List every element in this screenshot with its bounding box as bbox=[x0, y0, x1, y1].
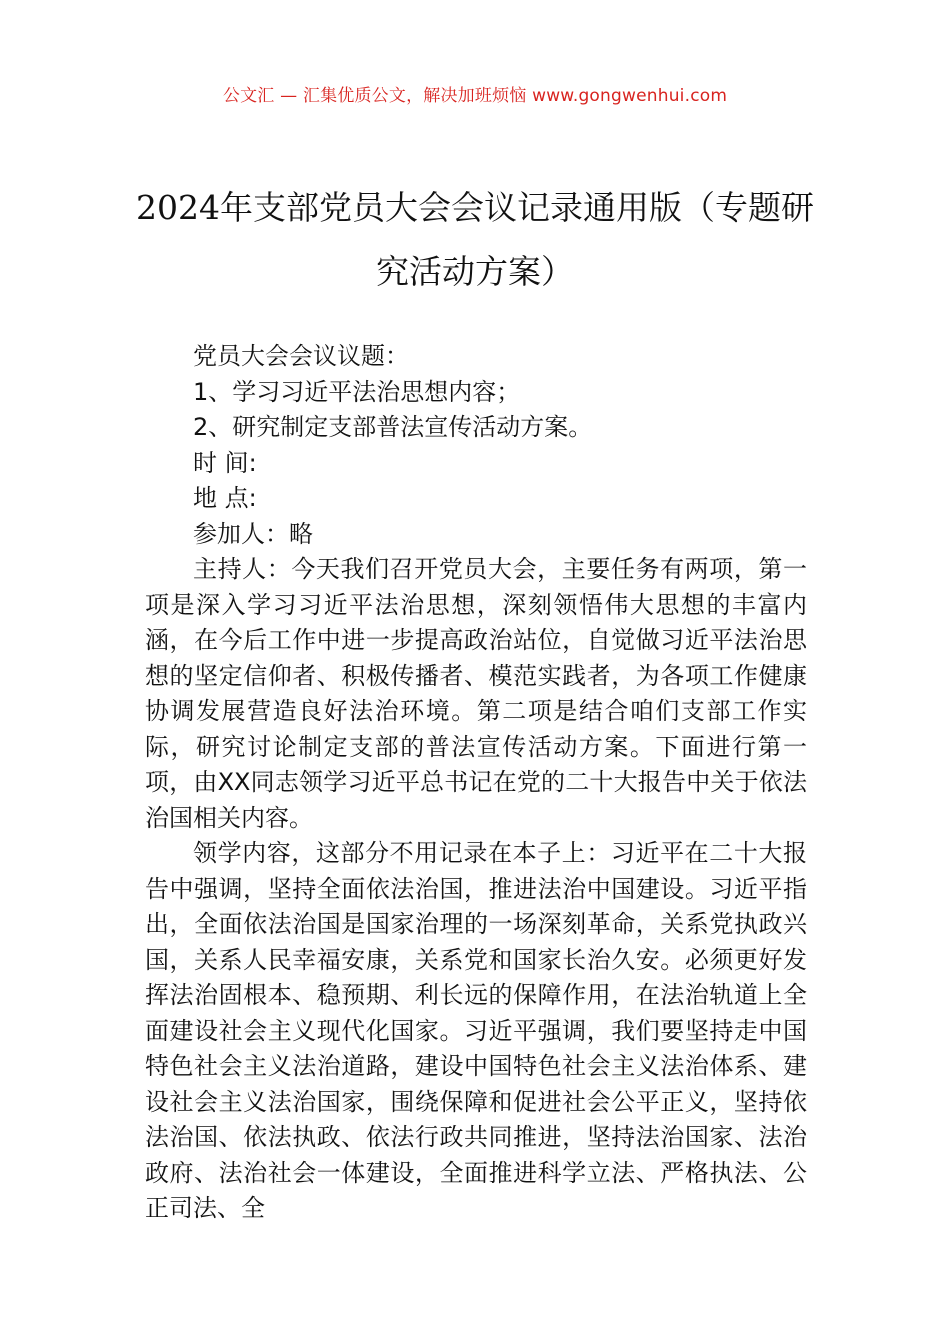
paragraph-attendees: 参加人：略 bbox=[193, 519, 313, 548]
paragraph-agenda-item-1: 1、学习习近平法治思想内容； bbox=[193, 377, 521, 406]
site-banner: 公文汇 — 汇集优质公文，解决加班烦恼 www.gongwenhui.com bbox=[222, 86, 728, 106]
paragraph-host-remarks: 主持人：今天我们召开党员大会，主要任务有两项，第一项是深入学习习近平法治思想，深刻领悟伟大思想的丰富内涵，在今后工作中进一步提高政治站位，自觉做习近平法治思想的坚定信仰者、积极传播者、模范实践者，为各项工作健康协调发展营造良好法治环境。第二项是结合咱们支部工作实际，研究讨论制定支部的普法宣传活动方案。下面进行第一项，由XX同志领学习近平总书记在党的二十大报告中关于依法治国相关内容。 bbox=[145, 555, 807, 832]
paragraph-study-content: 领学内容，这部分不用记录在本子上：习近平在二十大报告中强调，坚持全面依法治国，推进法治中国建设。习近平指出，全面依法治国是国家治理的一场深刻革命，关系党执政兴国，关系人民幸福安康，关系党和国家长治久安。必须更好发挥法治固根本、稳预期、利长远的保障作用，在法治轨道上全面建设社会主义现代化国家。习近平强调，我们要坚持走中国特色社会主义法治道路，建设中国特色社会主义法治体系、建设社会主义法治国家，围绕保障和促进社会公平正义，坚持依法治国、依法执政、依法行政共同推进，坚持法治国家、法治政府、法治社会一体建设，全面推进科学立法、严格执法、公正司法、全 bbox=[145, 839, 807, 1222]
paragraph-time: 时 间: bbox=[193, 448, 257, 477]
paragraph-agenda-heading: 党员大会会议议题： bbox=[193, 342, 409, 370]
document-body bbox=[145, 339, 807, 1227]
document-title: 2024年支部党员大会会议记录通用版（专题研究活动方案） bbox=[136, 188, 814, 291]
paragraph-agenda-item-2: 2、研究制定支部普法宣传活动方案。 bbox=[193, 413, 593, 441]
paragraph-location: 地 点: bbox=[193, 484, 257, 512]
